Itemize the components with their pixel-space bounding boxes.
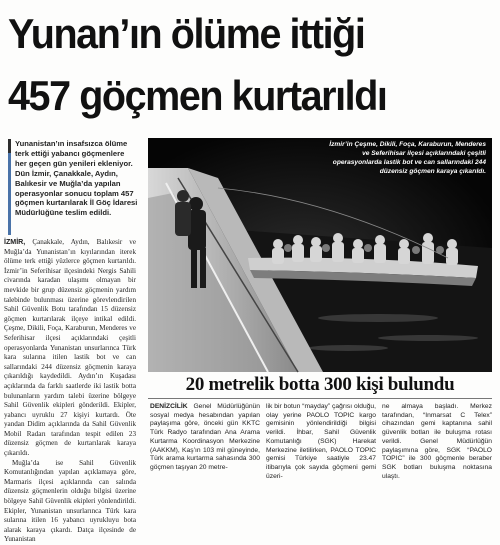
photo-caption: İzmir’in Çeşme, Dikili, Foça, Karaburun, Menderes ve Seferihisar ilçesi açıklarındaki çeşitli operasyonlarda lastik bot ve can sallarındaki 244 düzensiz göçmen karaya çıkarıldı.	[329, 141, 486, 175]
dateline: İZMİR,	[4, 238, 26, 246]
bottom-col-2-text: lik bir botun “mayday” çağrısı olduğu, olay yerine PAOLO TOPIC kargo gemisinin yönlendirildiği bilgisi verildi. İhbar, Sahil Güvenlik Komutanlığı (SGK) Harekat Merkezine iletilirken, PAOLO TOPIC gemisi Türkiye saatiyle 23.47 itibarıyla çok sayıda göçmeni gemi üzeri-	[266, 403, 376, 480]
left-paragraph-1-text: Çanakkale, Aydın, Balıkesir ve Muğla’da Yunanistan’ın kıyılarından iterek ölüme terk ettiği yüzlerce göçmen kurtarıldı. İzmir’in Seferihisar ilçesindeki Nergis Sahili civarında karadan ulaşımı olmayan bir mevkide bir grup düzensiz göçmenin yardım talebinde bulunması üzerine görevlendirilen Sahil Güvenlik Botu tarafından 15 düzensiz göçmen kurtarılarak ilçeye intikal edildi. Çeşme, Dikili, Foça, Karaburun, Menderes ve Seferihisar ilçesi açıklarındaki çeşitli operasyonlarda Yunanistan unsurlarınca Türk kara sularına itilen lastik bot ve can sallarındaki 244 düzensiz göçmenin karaya çıkarıldığı kaydedildi. Aydın’ın Kuşadası açıklarında da farklı saatlerde iki lastik botta bulunanların yardım talebi üzerine bölgeye Sahil Güvenlik ekipleri gönderildi. Ekipler, yabancı uyruklu 27 kişiyi kurtardı. Öte yandan Didim açıklarında da Sahil Güvenlik Mobil Radarı tarafından tespit edilen 23 düzensiz göçmen de kurtarılarak karaya çıkarıldı.	[4, 238, 136, 458]
left-column-article	[4, 238, 136, 544]
subhead-divider	[148, 398, 492, 399]
bottom-col-1-body: Genel Müdürlüğünün sosyal medya hesabından yapılan paylaşıma göre, önceki gün KKTC Türk Radyo tarafından Ana Arama Kurtarma Koordinasyon Merkezine (AAKKM), Kaş’ın 103 mil güneyinde, Türk arama kurtarma sahasında 300 göçmen taşıyan 20 metre-	[150, 403, 260, 471]
lead-accent-bar	[8, 139, 11, 153]
lead-text: Yunanistan’ın insafsızca ölüme terk ettiği yabancı göçmenlere her geçen gün yenileri ekleniyor. Dün İzmir, Çanakkale, Aydın, Balıkesir ve Muğla’da yapılan operasyonlar sonucu toplam 457 göçmen kurtarılarak İl Göç İdaresi Müdürlüğüne teslim edildi.	[15, 139, 138, 218]
bottom-col-1-text	[150, 403, 260, 473]
subheadline: 20 metrelik botta 300 kişi bulundu	[185, 374, 455, 395]
bottom-column-1	[150, 403, 260, 500]
bottom-column-3	[382, 403, 492, 500]
left-paragraph-1	[4, 238, 136, 459]
lead-box	[8, 139, 138, 235]
left-paragraph-2: Muğla’da ise Sahil Güvenlik Komutanlığından yapılan açıklamaya göre, Marmaris ilçesi açıklarında can salında düzensiz göçmenlerin olduğu bilgisi üzerine bölgeye Sahil Güvenlik ekipleri yönlendirildi. Ekipler, Yunanistan unsurlarınca Türk kara sularına itilen 16 yabancı uyrukluyu bota alarak karaya çıkardı. Datça ilçesinde de Yunanistan	[4, 458, 136, 544]
bottom-col-3-text: ne almaya başladı. Merkez tarafından, “Inmarsat C Telex” cihazından gemi kaptanına sahil güvenlik botları ile buluşma rotası verildi. Genel Müdürlüğün paylaşımına göre, SGK “PAOLO TOPIC” ile 300 göçmenle beraber SGK botları buluşma noktasına ulaştı.	[382, 403, 492, 480]
bottom-column-2	[266, 403, 376, 500]
headline	[0, 0, 500, 130]
headline-line-1: Yunan’ın ölüme ittiği	[8, 10, 365, 57]
bottom-dateline: DENİZCİLİK	[150, 403, 188, 410]
news-photo	[148, 138, 492, 372]
headline-line-2: 457 göçmen kurtarıldı	[8, 72, 387, 119]
